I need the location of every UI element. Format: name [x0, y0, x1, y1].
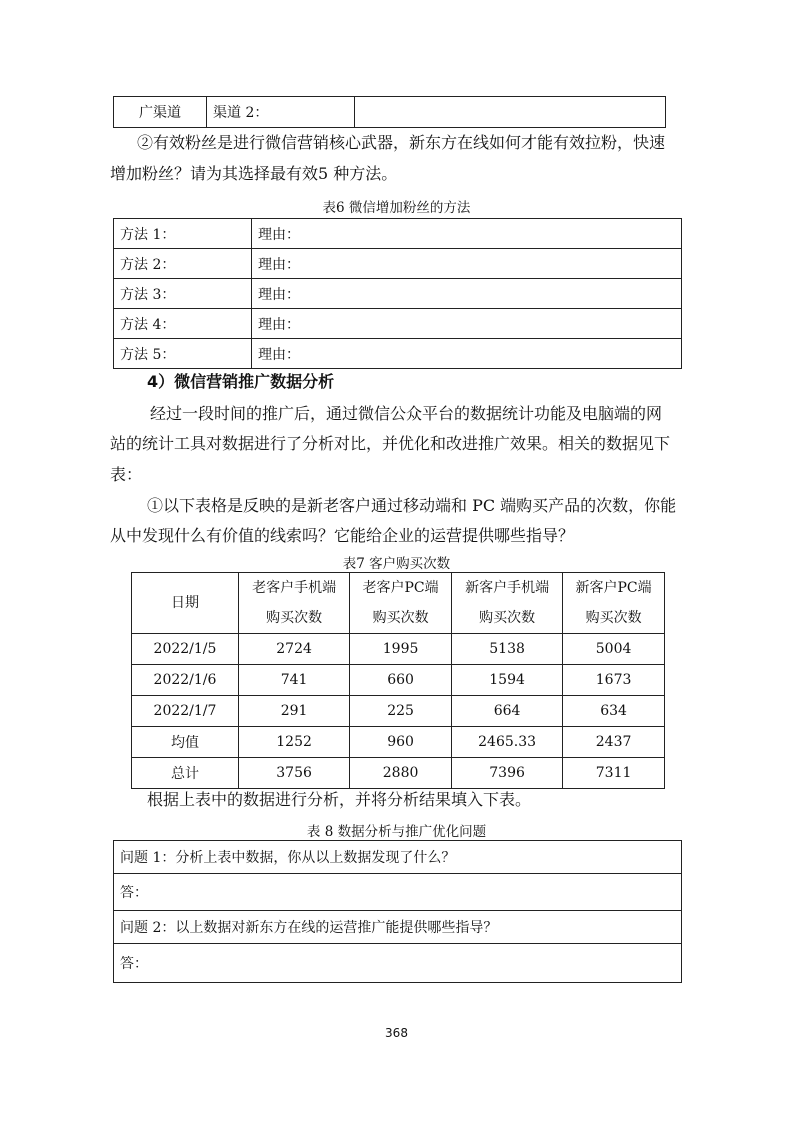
table-cell: 2022/1/6	[132, 665, 239, 696]
table-cell: 3756	[239, 758, 350, 789]
table-cell: 均值	[132, 727, 239, 758]
header-cell	[239, 573, 350, 634]
table-row	[114, 944, 682, 983]
table-row	[114, 97, 666, 128]
paragraph-line: 从中发现什么有价值的线索吗？它能给企业的运营提供哪些指导？	[110, 526, 575, 545]
method-cell: 方法 5：	[114, 339, 252, 369]
table7-caption: 表7 客户购买次数	[342, 556, 451, 572]
table-row	[114, 841, 682, 874]
table-row	[114, 219, 682, 249]
table-cell: 1594	[451, 665, 562, 696]
header-text: 老客户手机端	[252, 580, 337, 596]
answer-cell: 答：	[114, 944, 682, 983]
table-cell: 1995	[350, 634, 452, 665]
table-cell: 2437	[563, 727, 665, 758]
method-cell: 方法 4：	[114, 309, 252, 339]
table-row	[114, 874, 682, 911]
answer-cell: 答：	[114, 874, 682, 911]
paragraph-line: 表：	[110, 465, 143, 484]
header-text: 老客户PC端	[362, 580, 439, 596]
table-cell: 5004	[563, 634, 665, 665]
table-cell: 7311	[563, 758, 665, 789]
header-cell	[563, 573, 665, 634]
reason-cell: 理由：	[252, 219, 682, 249]
table-row	[132, 696, 665, 727]
reason-cell: 理由：	[252, 249, 682, 279]
table5-fragment	[113, 96, 666, 128]
table-cell: 5138	[451, 634, 562, 665]
section-heading: 4）微信营销推广数据分析	[147, 372, 335, 391]
table-cell: 660	[350, 665, 452, 696]
table-row	[132, 758, 665, 789]
table-cell: 960	[350, 727, 452, 758]
table6-caption: 表6 微信增加粉丝的方法	[322, 200, 471, 216]
reason-cell: 理由：	[252, 309, 682, 339]
reason-cell: 理由：	[252, 339, 682, 369]
table-cell: 渠道 2：	[207, 97, 355, 128]
table-row	[114, 279, 682, 309]
table-cell: 2022/1/5	[132, 634, 239, 665]
table6	[113, 218, 682, 369]
header-cell	[451, 573, 562, 634]
table-row	[114, 309, 682, 339]
table-row	[114, 911, 682, 944]
question-cell: 问题 1：分析上表中数据，你从以上数据发现了什么？	[114, 841, 682, 874]
paragraph-line: 根据上表中的数据进行分析，并将分析结果填入下表。	[147, 790, 532, 809]
table-cell: 2022/1/7	[132, 696, 239, 727]
paragraph-line: ②有效粉丝是进行微信营销核心武器，新东方在线如何才能有效拉粉，快速	[137, 133, 666, 152]
header-text: 购买次数	[479, 610, 536, 626]
table-cell: 2724	[239, 634, 350, 665]
table8-caption: 表 8 数据分析与推广优化问题	[306, 824, 487, 840]
table-cell: 741	[239, 665, 350, 696]
table-row	[132, 634, 665, 665]
paragraph-line: ①以下表格是反映的是新老客户通过移动端和 PC 端购买产品的次数，你能	[147, 496, 677, 515]
table-cell: 2465.33	[451, 727, 562, 758]
table-row	[132, 727, 665, 758]
table-cell: 广渠道	[114, 97, 207, 128]
table-cell: 总计	[132, 758, 239, 789]
header-text: 日期	[171, 595, 199, 611]
table-cell: 7396	[451, 758, 562, 789]
table-cell	[355, 97, 666, 128]
method-cell: 方法 1：	[114, 219, 252, 249]
header-text: 购买次数	[266, 610, 323, 626]
table-row	[132, 665, 665, 696]
header-text: 新客户PC端	[575, 580, 652, 596]
table-cell: 1252	[239, 727, 350, 758]
paragraph-line: 增加粉丝？请为其选择最有效5 种方法。	[110, 164, 398, 183]
paragraph-line: 站的统计工具对数据进行了分析对比，并优化和改进推广效果。相关的数据见下	[110, 434, 671, 453]
method-cell: 方法 3：	[114, 279, 252, 309]
method-cell: 方法 2：	[114, 249, 252, 279]
table-cell: 2880	[350, 758, 452, 789]
table-cell: 225	[350, 696, 452, 727]
table-cell: 634	[563, 696, 665, 727]
header-text: 新客户手机端	[465, 580, 550, 596]
table8	[113, 840, 682, 983]
table-row	[114, 249, 682, 279]
table-header-row	[132, 573, 665, 634]
table-cell: 1673	[563, 665, 665, 696]
paragraph-line: 经过一段时间的推广后，通过微信公众平台的数据统计功能及电脑端的网	[150, 404, 663, 423]
table7	[131, 572, 665, 789]
page-number: 368	[385, 1026, 408, 1040]
table-cell: 291	[239, 696, 350, 727]
header-text: 购买次数	[372, 610, 429, 626]
table-cell: 664	[451, 696, 562, 727]
question-cell: 问题 2：以上数据对新东方在线的运营推广能提供哪些指导？	[114, 911, 682, 944]
header-cell	[350, 573, 452, 634]
table-row	[114, 339, 682, 369]
header-cell	[132, 573, 239, 634]
header-text: 购买次数	[585, 610, 642, 626]
reason-cell: 理由：	[252, 279, 682, 309]
